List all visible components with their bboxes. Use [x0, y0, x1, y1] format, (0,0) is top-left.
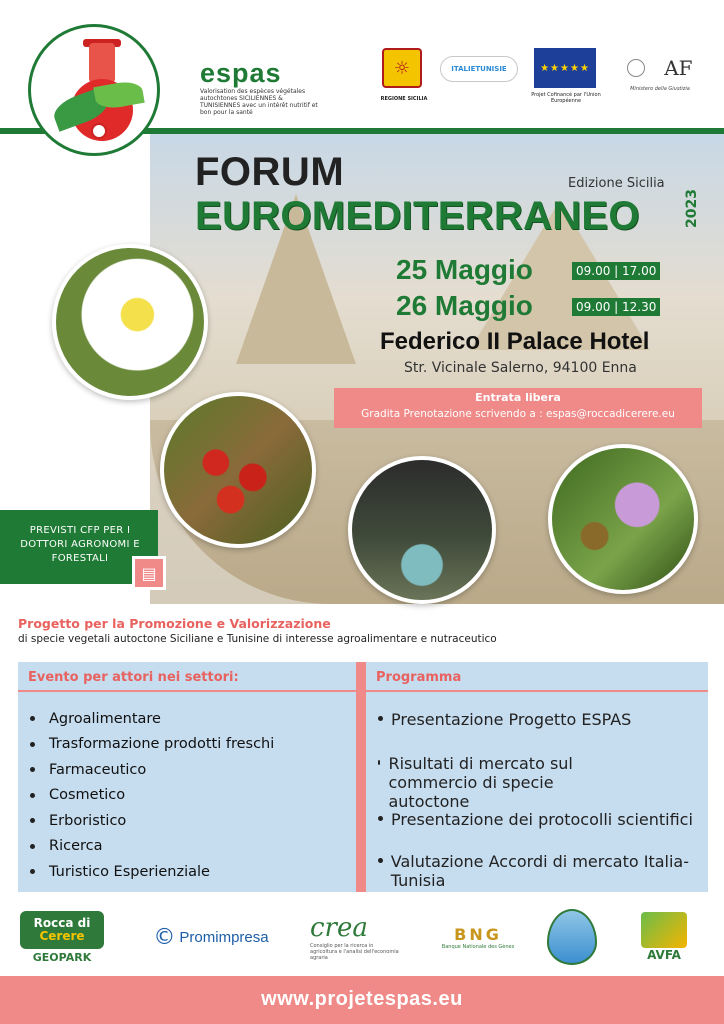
espas-logo-title: espas	[200, 58, 282, 88]
avfa-logo: AVFA	[624, 906, 704, 968]
bullet-icon	[378, 816, 383, 821]
sectors-heading: Evento per attori nei settori:	[28, 670, 239, 685]
republic-emblem-icon	[627, 59, 645, 77]
regione-sicilia-logo	[382, 48, 422, 88]
website-link[interactable]: www.projetespas.eu	[261, 988, 463, 1010]
bullet-icon	[378, 858, 383, 863]
af-monogram: AF	[664, 56, 693, 80]
time-day-2: 09.00 | 12.30	[572, 298, 660, 316]
bng-logo: BNG Banque Nationale des Gènes	[441, 924, 515, 950]
list-item: Erboristico	[30, 808, 274, 834]
geopark-label: GEOPARK	[32, 950, 92, 964]
bullet-icon	[378, 760, 380, 765]
herb-glass-photo	[348, 456, 496, 604]
bullet-icon	[30, 716, 35, 721]
eu-cofinance-label: Projet Cofinancé par l'Union Européenne	[531, 92, 601, 104]
italie-tunisie-label: ITALIETUNISIE	[451, 65, 507, 73]
date-day-2: 26 Maggio	[396, 290, 533, 321]
ministry-logo	[618, 50, 702, 86]
regione-sicilia-label: REGIONE SICILIA	[380, 96, 428, 102]
eu-flag-icon: ★★★★★	[534, 48, 596, 88]
certificate-icon: ▤	[132, 556, 166, 590]
bullet-icon	[30, 742, 35, 747]
water-drop-logo	[540, 906, 604, 968]
avfa-leaf-icon	[641, 912, 687, 948]
sectors-heading-rule	[18, 690, 356, 692]
date-day-1: 25 Maggio	[396, 254, 533, 285]
promimpresa-mark-icon: ©	[153, 924, 176, 950]
year-label: 2023	[684, 189, 700, 228]
sectors-list	[30, 706, 274, 885]
espas-emblem	[28, 24, 160, 156]
espas-logo-subtitle: Valorisation des espèces végétales autochtones SICILIENNES & TUNISIENNES avec un intérêt nutritif et bon pour la santé	[200, 88, 318, 116]
bullet-icon	[30, 793, 35, 798]
cfp-text: PREVISTI CFP PER I DOTTORI AGRONOMI E FORESTALI	[20, 525, 140, 564]
venue-address: Str. Vicinale Salerno, 94100 Enna	[404, 360, 637, 376]
project-title: Progetto per la Promozione e Valorizzazione	[18, 616, 331, 631]
edition-label: Edizione Sicilia	[568, 176, 665, 191]
forum-title: FORUM	[195, 150, 345, 194]
list-item: Cosmetico	[30, 783, 274, 809]
panel-divider	[356, 662, 366, 892]
bullet-icon	[30, 869, 35, 874]
list-item: Presentazione dei protocolli scientifici	[378, 810, 693, 829]
booking-email-text[interactable]: Gradita Prenotazione scrivendo a : espas@roccadicerere.eu	[361, 408, 675, 420]
bee-on-oregano-photo	[548, 444, 698, 594]
venue-name: Federico II Palace Hotel	[380, 328, 650, 355]
bullet-icon	[30, 818, 35, 823]
bullet-icon	[30, 844, 35, 849]
list-item: Valutazione Accordi di mercato Italia-Tunisia	[378, 852, 724, 890]
list-item: Turistico Esperienziale	[30, 859, 274, 885]
entry-title: Entrata libera	[475, 391, 561, 404]
list-item: Farmaceutico	[30, 757, 274, 783]
bullet-icon	[378, 716, 383, 721]
rosehip-berries-photo	[160, 392, 316, 548]
rocca-di-cerere-logo	[12, 906, 112, 968]
bee-on-flower-photo	[52, 244, 208, 400]
euromediterraneo-title: EUROMEDITERRANEO	[195, 194, 640, 238]
drop-icon	[547, 909, 597, 965]
project-subtitle: di specie vegetali autoctone Siciliane e Tunisine di interesse agroalimentare e nutraceutico	[18, 633, 497, 645]
list-item: Presentazione Progetto ESPAS	[378, 710, 631, 729]
programme-heading: Programma	[376, 670, 462, 685]
list-item: Trasformazione prodotti freschi	[30, 732, 274, 758]
flask-neck-icon	[89, 43, 115, 83]
tunisia-flag-icon	[91, 123, 107, 139]
trinacria-icon: ☼	[393, 57, 411, 79]
list-item: Agroalimentare	[30, 706, 274, 732]
crea-logo: crea Consiglio per la ricerca in agricoltura e l'analisi dell'economia agraria	[310, 913, 399, 961]
list-item: Ricerca	[30, 834, 274, 860]
bullet-icon	[30, 767, 35, 772]
promimpresa-logo: © Promimpresa	[153, 924, 269, 950]
programme-heading-rule	[366, 690, 708, 692]
list-item: Risultati di mercato sul commercio di specie autoctone	[378, 754, 608, 811]
ministry-label: Ministero della Giustizia	[630, 86, 690, 92]
rocca-emblem: Rocca di Cerere	[20, 911, 104, 949]
time-day-1: 09.00 | 17.00	[572, 262, 660, 280]
